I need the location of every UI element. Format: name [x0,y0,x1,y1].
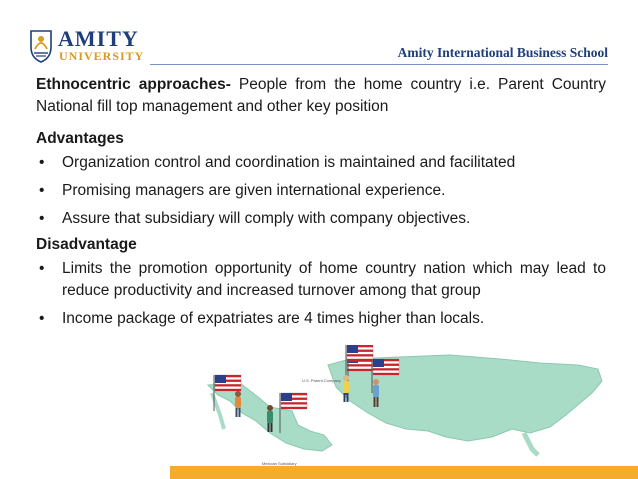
disadvantage-item: • Limits the promotion opportunity of home country nation which may lead to reduce productivity and increased turnover among that group [36,258,606,302]
intro-term: Ethnocentric approaches- [36,76,231,93]
slide-body [36,74,606,330]
header-divider [150,64,608,65]
footer-accent-bar [170,466,638,479]
person-figure [343,375,349,402]
disadvantage-heading: Disadvantage [36,236,137,253]
advantage-item: • Organization control and coordination is maintained and facilitated [36,152,606,174]
intro-definition: People from the home country i.e. Parent Country National fill top management and other key position [36,76,606,115]
school-name: Amity International Business School [397,45,608,60]
amity-emblem-icon [28,27,54,63]
slide-header [0,0,638,70]
intro-paragraph [36,74,606,118]
logo-subtitle: UNIVERSITY [59,49,145,63]
advantage-item: • Promising managers are given international experience. [36,180,606,202]
disadvantage-item: • Income package of expatriates are 4 times higher than locals. [36,308,606,330]
subsidiary-label: Mexican Subsidiary [262,461,297,466]
person-figure [235,391,241,417]
advantage-item: • Assure that subsidiary will comply with company objectives. [36,208,606,230]
amity-logo [28,27,146,67]
parent-company-label: U.S. Parent Company [302,378,341,383]
advantages-heading: Advantages [36,130,124,147]
ethnocentric-illustration [200,345,610,470]
logo-wordmark: AMITY [58,26,139,51]
